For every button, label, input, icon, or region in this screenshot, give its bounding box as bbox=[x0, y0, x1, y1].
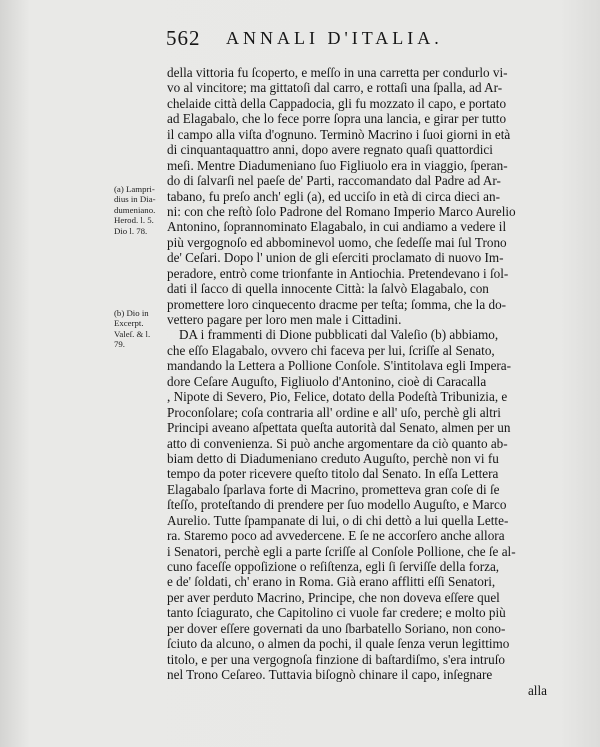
text-line: chelaide città della Cappadocia, gli fu mozzato il capo, e portato bbox=[167, 95, 507, 111]
body-text bbox=[167, 65, 547, 698]
marginal-note-line: Herod. l. 5. bbox=[114, 215, 154, 226]
text-line: peradore, entrò come trionfante in Antiochia. Pretendevano i ſol- bbox=[167, 265, 509, 281]
text-line: ſciuto da alcuno, o almen da pochi, il quale ſenza verun legittimo bbox=[167, 636, 510, 652]
text-line: i Senatori, perchè egli a parte ſcriſſe al Conſole Pollione, che ſe al- bbox=[167, 543, 516, 559]
text-line: Antonino, ſoprannominato Elagabalo, in cui andiamo a vedere il bbox=[167, 219, 507, 235]
text-line: dati il ſacco di quella innocente Città: la ſalvò Elagabalo, con bbox=[167, 281, 489, 297]
text-line: tabano, fu preſo anch' egli (a), ed ucciſo in età di circa dieci an- bbox=[167, 188, 501, 204]
page-header bbox=[166, 26, 486, 56]
running-title: ANNALI D'ITALIA. bbox=[226, 28, 443, 48]
catchword: alla bbox=[527, 682, 547, 698]
text-line: ni: con che reſtò ſolo Padrone del Romano Imperio Marco Aurelio bbox=[167, 203, 516, 219]
marginal-note-line: Dio l. 78. bbox=[114, 225, 148, 236]
text-line: Principi aveano aſpettata queſta autorità dal Senato, almen per un bbox=[167, 420, 511, 436]
text-line: titolo, e per una vergognoſa finzione di baſtardiſmo, s'era intruſo bbox=[167, 651, 505, 667]
marginal-note-line: Excerpt. bbox=[114, 318, 144, 329]
marginal-note-b bbox=[114, 308, 170, 350]
marginal-note-line: (a) Lampri- bbox=[114, 184, 155, 194]
text-line: di cinquantaquattro anni, dopo avere regnato quaſi quattordici bbox=[167, 142, 493, 158]
marginal-note-a bbox=[114, 184, 170, 236]
text-line: nel Trono Ceſareo. Tuttavia biſognò chinare il capo, inſegnare bbox=[167, 667, 493, 683]
text-line: mandando la Lettera a Pollione Conſole. S'intitolava egli Impera- bbox=[167, 358, 512, 374]
text-line: più vergognoſo ed abbominevol uomo, che ſedeſſe mai ſul Trono bbox=[167, 234, 507, 250]
text-line: tempo da poter ricevere queſto titolo dal Senato. In eſſa Lettera bbox=[167, 466, 499, 482]
text-line: vo al vincitore; ma gittatoſi dal carro, e rottaſi una ſpalla, ad Ar- bbox=[167, 80, 503, 96]
marginal-note-line: 79. bbox=[114, 339, 125, 350]
text-line: dore Ceſare Auguſto, Figliuolo d'Antonino, cioè di Caracalla bbox=[167, 373, 487, 389]
text-line: ſteſſo, proteſtando di prendere per ſuo modello Auguſto, e Marco bbox=[167, 497, 507, 513]
text-line: ra. Staremo poco ad avvedercene. E ſe ne accorſero anche allora bbox=[167, 528, 505, 544]
text-line: , Nipote di Severo, Pio, Felice, dotato della Podeſtà Tribunizia, e bbox=[167, 389, 508, 405]
text-line: per aver perduto Macrino, Principe, che non doveva eſſere quel bbox=[167, 589, 500, 605]
marginal-note-line: dius in Dia- bbox=[114, 194, 156, 205]
text-line: Elagabalo ſparlava forte di Macrino, prometteva gran coſe di ſe bbox=[167, 481, 500, 497]
text-line: che eſſo Elagabalo, ovvero chi faceva per lui, ſcriſſe al Senato, bbox=[167, 342, 495, 358]
text-line: ad Elagabalo, che lo fece porre ſopra una lancia, e girar per tutto bbox=[167, 111, 507, 127]
text-line: della vittoria fu ſcoperto, e meſſo in una carretta per condurlo vi- bbox=[167, 65, 508, 80]
text-line: vettero pagare per loro men male i Cittadini. bbox=[167, 312, 402, 327]
page-number: 562 bbox=[166, 26, 201, 50]
text-line: atto di convenienza. Si può anche argomentare da ciò quanto ab- bbox=[167, 435, 508, 451]
marginal-note-line: Valeſ. & l. bbox=[114, 328, 151, 339]
text-line: Proconſolare; coſa contraria all' ordine e all' uſo, perchè gli altri bbox=[167, 404, 501, 420]
text-line: tanto ſciagurato, che Capitolino ci vuole far credere; e molto più bbox=[167, 605, 506, 621]
text-line: e de' ſoldati, ch' erano in Roma. Già erano afflitti eſſi Senatori, bbox=[167, 574, 496, 590]
marginal-note-line: (b) Dio in bbox=[114, 308, 149, 318]
marginal-note-line: dumeniano. bbox=[114, 204, 156, 215]
text-line: il campo alla viſta d'ognuno. Terminò Macrino i ſuoi giorni in età bbox=[167, 126, 511, 142]
text-line: Aurelio. Tutte ſpampanate di lui, o di chi dettò a lui quella Lette- bbox=[167, 512, 509, 528]
text-line: promettere loro cinquecento dracme per teſta; ſomma, che la do- bbox=[167, 296, 507, 312]
text-line: meſi. Mentre Diadumeniano ſuo Figliuolo era in viaggio, ſperan- bbox=[167, 157, 508, 173]
paragraph-start-line: DA i frammenti di Dione pubblicati dal Valeſio (b) abbiamo, bbox=[179, 327, 499, 343]
text-line: per dover eſſere governati da uno ſbarbatello Soriano, non cono- bbox=[167, 620, 506, 636]
text-line: de' Ceſari. Dopo l' union de gli eſerciti proclamato di nuovo Im- bbox=[167, 250, 504, 266]
text-line: cuno faceſſe oppoſizione o reſiſtenza, egli ſi ſerviſſe della forza, bbox=[167, 559, 500, 574]
text-line: biam detto di Diadumeniano creduto Auguſto, perchè non vi fu bbox=[167, 450, 499, 466]
text-line: do di ſalvarſi nel paeſe de' Parti, raccomandato dal Padre ad Ar- bbox=[167, 173, 501, 189]
